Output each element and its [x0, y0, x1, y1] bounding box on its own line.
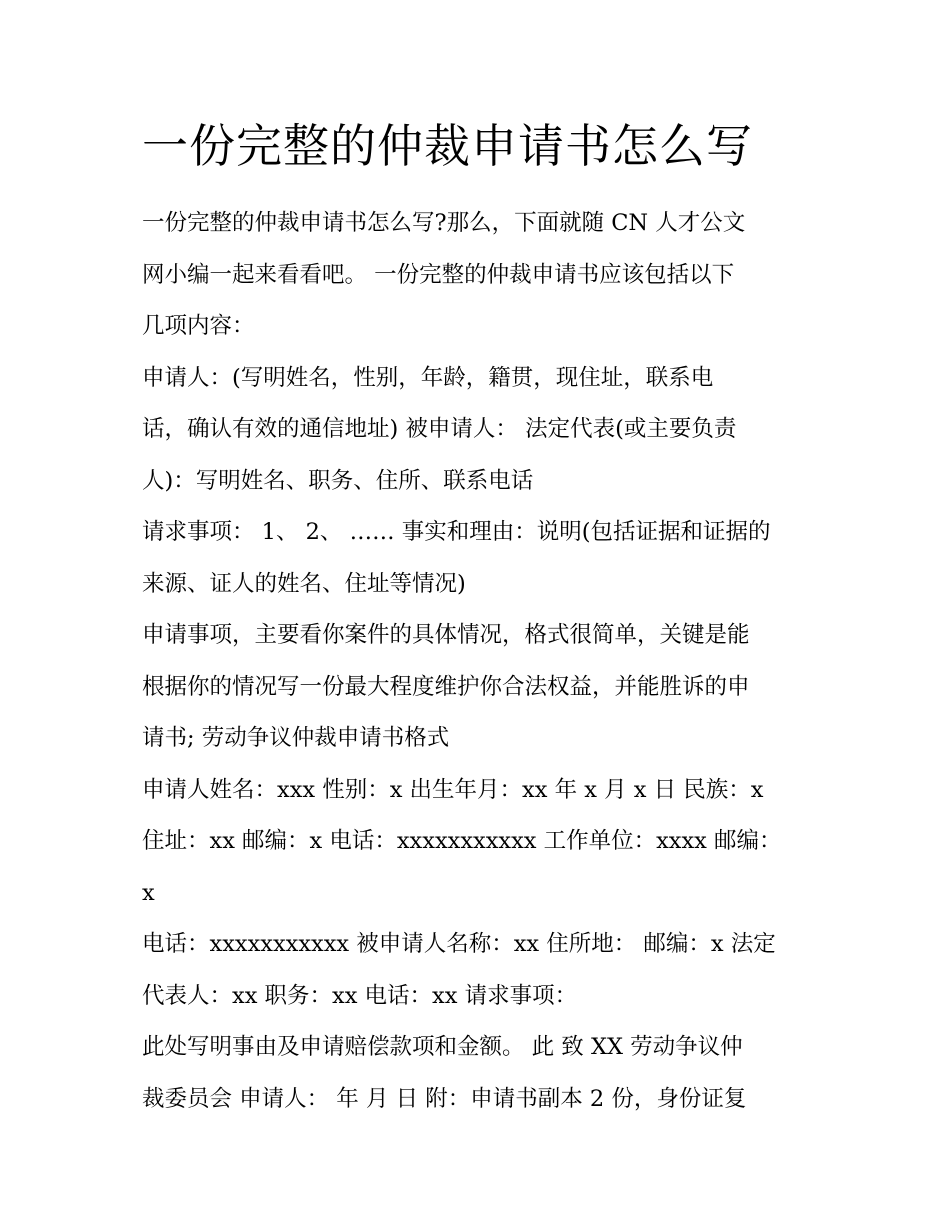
paragraph-line: 人)：写明姓名、职务、住所、联系电话: [142, 467, 534, 494]
paragraph-line: 网小编一起来看看吧。 一份完整的仲裁申请书应该包括以下: [142, 261, 735, 288]
paragraph-line: 代表人：xx 职务：xx 电话：xx 请求事项：: [142, 982, 578, 1009]
paragraph-line: 来源、证人的姓名、住址等情况): [142, 570, 466, 597]
paragraph-line: 电话：xxxxxxxxxxx 被申请人名称：xx 住所地： 邮编：x 法定: [142, 931, 776, 957]
paragraph-line: 申请人：(写明姓名，性别，年龄，籍贯，现住址，联系电: [142, 364, 714, 391]
paragraph-line: 申请人姓名：xxx 性别：x 出生年月：xx 年 x 月 x 日 民族：x: [142, 776, 764, 803]
page-title: 一份完整的仲裁申请书怎么写: [142, 119, 753, 173]
paragraph-line: 请求事项： 1、 2、 …… 事实和理由：说明(包括证据和证据的: [142, 519, 771, 545]
document-body: [142, 198, 814, 1125]
paragraph-line: 此处写明事由及申请赔偿款项和金额。 此 致 XX 劳动争议仲: [142, 1034, 743, 1060]
paragraph-line: 申请事项，主要看你案件的具体情况，格式很简单，关键是能: [142, 622, 750, 648]
paragraph-line: 几项内容：: [142, 313, 255, 339]
paragraph-line: 根据你的情况写一份最大程度维护你合法权益，并能胜诉的申: [142, 673, 750, 700]
paragraph-line: 请书; 劳动争议仲裁申请书格式: [142, 725, 450, 751]
paragraph-line: 一份完整的仲裁申请书怎么写?那么，下面就随 CN 人才公文: [142, 210, 746, 236]
paragraph-line: 住址：xx 邮编：x 电话：xxxxxxxxxxx 工作单位：xxxx 邮编：: [142, 828, 782, 854]
paragraph-line: x: [142, 879, 155, 906]
paragraph-line: 裁委员会 申请人： 年 月 日 附：申请书副本 2 份，身份证复: [142, 1085, 747, 1112]
paragraph-line: 话，确认有效的通信地址) 被申请人： 法定代表(或主要负责: [142, 416, 737, 442]
